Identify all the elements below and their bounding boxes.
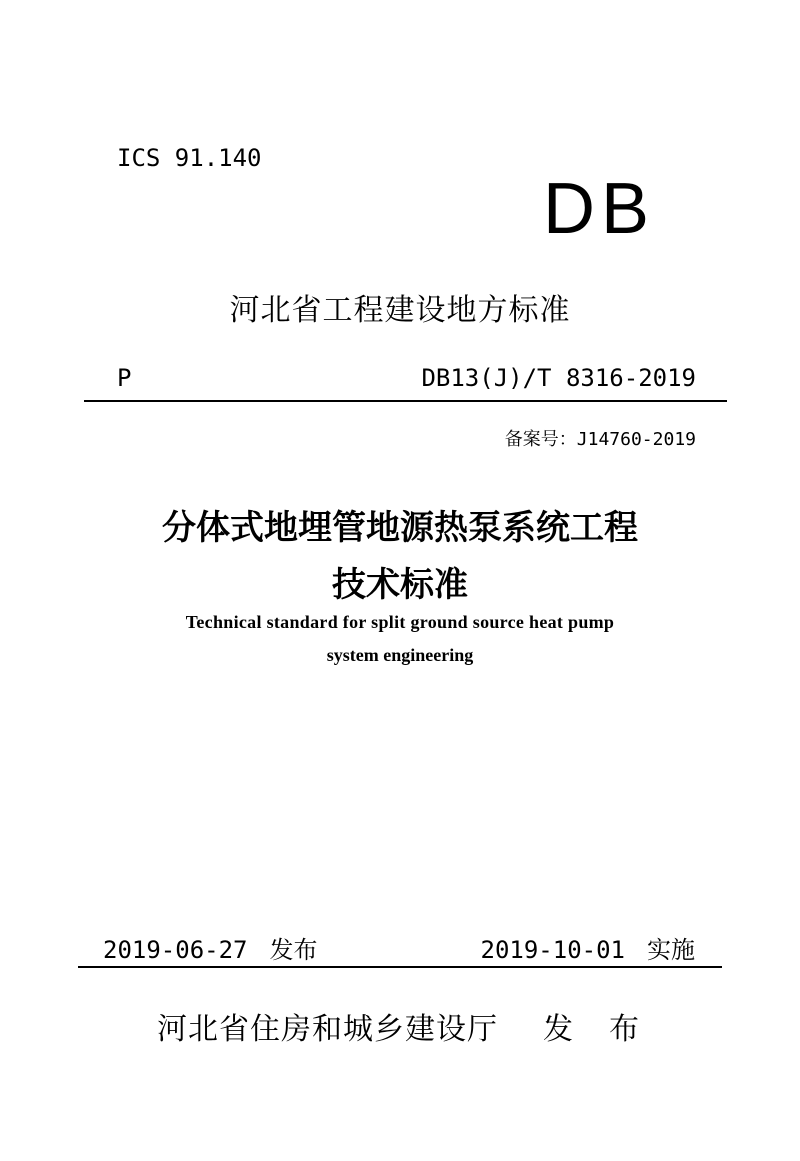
bottom-divider: [78, 966, 722, 968]
title-en-line1: Technical standard for split ground source heat pump: [185, 612, 615, 632]
standard-number: DB13(J)/T 8316-2019: [421, 364, 696, 392]
effective-info: [481, 930, 696, 965]
title-cn-line1: 分体式地埋管地源热泵系统工程: [162, 508, 638, 548]
category-code: P: [117, 364, 132, 392]
issuer: 河北省住房和城乡建设厅: [157, 1012, 498, 1047]
publish-date: 2019-06-27: [103, 936, 248, 964]
top-divider: [84, 400, 727, 402]
publish-info: [103, 930, 318, 965]
ics-code: ICS 91.140: [117, 144, 262, 172]
title-cn-line2: 技术标准: [332, 565, 468, 605]
issuer-action: [543, 1004, 639, 1048]
publish-label: 发布: [269, 936, 318, 964]
db-mark: DB: [543, 169, 656, 249]
standard-type: 河北省工程建设地方标准: [229, 293, 571, 328]
title-en-line2: system engineering: [326, 645, 474, 665]
record-number: 备案号：J14760-2019: [504, 429, 696, 450]
effective-date: 2019-10-01: [480, 936, 625, 964]
effective-label: 实施: [647, 936, 695, 964]
issuer-action-2: 布: [609, 1012, 639, 1047]
issuer-action-1: 发: [543, 1012, 573, 1047]
